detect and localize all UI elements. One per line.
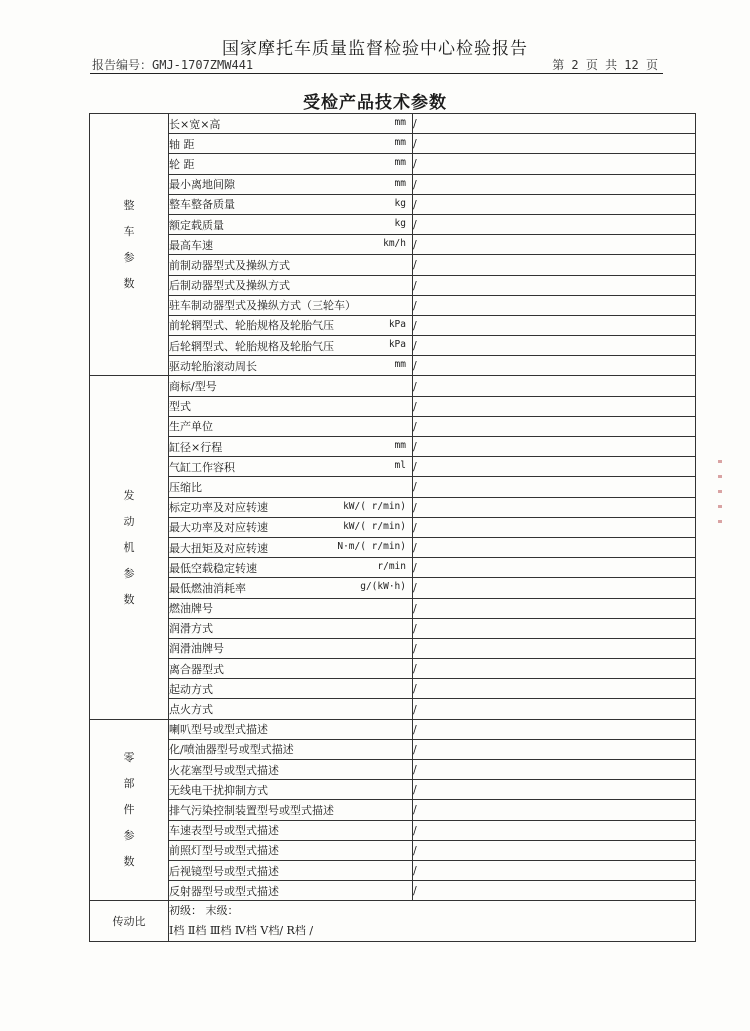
spec-item-cell: [169, 437, 413, 457]
spec-item-cell: [169, 497, 413, 517]
spec-value: /: [413, 497, 696, 517]
spec-item-cell: [169, 295, 413, 315]
spec-row: [90, 780, 696, 800]
spec-item-unit: mm: [394, 117, 406, 128]
spec-item-cell: [169, 699, 413, 719]
spec-item-cell: [169, 396, 413, 416]
spec-item-cell: [169, 214, 413, 234]
spec-row: [90, 800, 696, 820]
spec-value: /: [413, 598, 696, 618]
spec-value: /: [413, 699, 696, 719]
spec-item-label: 化/喷油器型号或型式描述: [169, 743, 294, 757]
spec-table: [89, 113, 696, 942]
spec-value: /: [413, 235, 696, 255]
spec-item-label: 排气污染控制装置型号或型式描述: [169, 803, 334, 817]
spec-row: [90, 860, 696, 880]
spec-value: /: [413, 659, 696, 679]
spec-row: [90, 174, 696, 194]
section-category: [90, 376, 169, 719]
spec-item-label: 点火方式: [169, 703, 213, 717]
spec-row: [90, 134, 696, 154]
spec-row: [90, 194, 696, 214]
spec-item-cell: [169, 558, 413, 578]
spec-item-unit: r/min: [377, 561, 406, 573]
section-category-label: 发动机参数: [123, 488, 135, 606]
spec-value: /: [413, 820, 696, 840]
spec-item-cell: [169, 860, 413, 880]
spec-item-cell: [169, 800, 413, 820]
spec-item-cell: [169, 477, 413, 497]
spec-item-label: 后制动器型式及操纵方式: [169, 279, 290, 293]
spec-value: /: [413, 315, 696, 335]
spec-value: /: [413, 618, 696, 638]
spec-row: [90, 336, 696, 356]
spec-item-cell: [169, 134, 413, 154]
spec-row: [90, 881, 696, 901]
spec-item-label: 前制动器型式及操纵方式: [169, 258, 290, 272]
spec-value: /: [413, 154, 696, 174]
spec-item-label: 商标/型号: [169, 380, 217, 394]
spec-row: [90, 457, 696, 477]
spec-item-cell: [169, 780, 413, 800]
spec-item-cell: [169, 618, 413, 638]
document-title: 受检产品技术参数: [303, 93, 447, 113]
spec-row: [90, 659, 696, 679]
spec-item-label: 驻车制动器型式及操纵方式（三轮车）: [169, 299, 356, 313]
spec-item-cell: [169, 739, 413, 759]
spec-item-cell: [169, 578, 413, 598]
spec-item-label: 最大功率及对应转速: [169, 521, 268, 535]
transmission-row: [90, 901, 696, 942]
spec-item-unit: kPa: [388, 318, 406, 330]
spec-row: [90, 618, 696, 638]
spec-item-label: 生产单位: [169, 420, 213, 434]
spec-item-cell: [169, 255, 413, 275]
report-number: 报告编号：GMJ-1707ZMW441: [92, 58, 254, 72]
spec-item-unit: mm: [394, 137, 406, 149]
spec-item-cell: [169, 719, 413, 739]
spec-value: /: [413, 739, 696, 759]
spec-value: /: [413, 558, 696, 578]
spec-item-cell: [169, 174, 413, 194]
spec-value: /: [413, 780, 696, 800]
spec-value: /: [413, 416, 696, 436]
spec-row: [90, 235, 696, 255]
spec-item-label: 前照灯型号或型式描述: [169, 844, 279, 858]
spec-row: [90, 699, 696, 719]
spec-item-label: 前轮辋型式、轮胎规格及轮胎气压: [169, 319, 334, 333]
spec-row: [90, 295, 696, 315]
spec-item-label: 润滑油牌号: [169, 642, 224, 656]
spec-item-label: 起动方式: [169, 682, 213, 696]
transmission-content: [169, 901, 696, 942]
spec-item-cell: [169, 598, 413, 618]
spec-table-body: [90, 114, 696, 901]
spec-value: /: [413, 679, 696, 699]
report-header-title: 国家摩托车质量监督检验中心检验报告: [222, 39, 528, 59]
spec-value: /: [413, 194, 696, 214]
spec-item-unit: mm: [394, 440, 406, 451]
spec-row: [90, 739, 696, 759]
spec-row: [90, 760, 696, 780]
spec-row: [90, 679, 696, 699]
spec-value: /: [413, 275, 696, 295]
spec-value: /: [413, 114, 696, 134]
spec-value: /: [413, 840, 696, 860]
spec-value: /: [413, 477, 696, 497]
spec-item-unit: N·m/( r/min): [337, 540, 406, 552]
spec-row: [90, 497, 696, 517]
spec-item-unit: mm: [394, 177, 406, 189]
spec-row: [90, 154, 696, 174]
spec-value: /: [413, 174, 696, 194]
spec-row: [90, 396, 696, 416]
spec-value: /: [413, 517, 696, 537]
spec-value: /: [413, 295, 696, 315]
spec-item-cell: [169, 336, 413, 356]
spec-item-label: 长×宽×高: [169, 117, 221, 131]
section-category-label: 整车参数: [123, 198, 135, 290]
spec-item-unit: mm: [394, 157, 406, 169]
spec-value: /: [413, 255, 696, 275]
spec-value: /: [413, 457, 696, 477]
spec-item-label: 轮 距: [169, 157, 195, 171]
spec-item-label: 最低空载稳定转速: [169, 561, 257, 575]
spec-item-cell: [169, 659, 413, 679]
transmission-ratio-line: 初级： 末级：: [169, 904, 239, 918]
spec-value: /: [413, 719, 696, 739]
spec-row: [90, 598, 696, 618]
spec-item-cell: [169, 275, 413, 295]
spec-row: [90, 820, 696, 840]
spec-item-label: 车速表型号或型式描述: [169, 824, 279, 838]
spec-row: [90, 315, 696, 335]
spec-value: /: [413, 638, 696, 658]
spec-value: /: [413, 336, 696, 356]
spec-value: /: [413, 356, 696, 376]
transmission-label: 传动比: [90, 901, 169, 942]
spec-item-cell: [169, 881, 413, 901]
spec-item-label: 压缩比: [169, 480, 202, 494]
page-indicator: 第 2 页 共 12 页: [552, 58, 658, 72]
spec-row: [90, 376, 696, 396]
spec-item-cell: [169, 820, 413, 840]
spec-item-label: 气缸工作容积: [169, 460, 235, 474]
spec-value: /: [413, 214, 696, 234]
spec-value: /: [413, 376, 696, 396]
spec-value: /: [413, 537, 696, 557]
spec-item-label: 火花塞型号或型式描述: [169, 763, 279, 777]
spec-item-label: 轴 距: [169, 137, 195, 151]
spec-item-label: 燃油牌号: [169, 602, 213, 616]
spec-item-cell: [169, 356, 413, 376]
spec-row: [90, 214, 696, 234]
spec-item-label: 整车整备质量: [169, 198, 235, 212]
spec-value: /: [413, 578, 696, 598]
spec-item-label: 润滑方式: [169, 622, 213, 636]
spec-item-label: 无线电干扰抑制方式: [169, 783, 268, 797]
spec-row: [90, 558, 696, 578]
header-divider: [90, 73, 663, 74]
spec-item-cell: [169, 114, 413, 134]
spec-item-label: 离合器型式: [169, 662, 224, 676]
spec-item-cell: [169, 679, 413, 699]
spec-item-unit: g/(kW·h): [360, 581, 406, 593]
spec-row: [90, 416, 696, 436]
spec-item-unit: ml: [394, 460, 406, 472]
spec-value: /: [413, 800, 696, 820]
spec-item-label: 后轮辋型式、轮胎规格及轮胎气压: [169, 339, 334, 353]
spec-item-label: 额定载质量: [169, 218, 224, 232]
spec-item-label: 最高车速: [169, 238, 213, 252]
spec-item-cell: [169, 416, 413, 436]
spec-item-cell: [169, 194, 413, 214]
spec-row: [90, 719, 696, 739]
spec-row: [90, 255, 696, 275]
spec-row: [90, 537, 696, 557]
spec-value: /: [413, 760, 696, 780]
spec-item-label: 缸径×行程: [169, 440, 223, 454]
spec-row: [90, 437, 696, 457]
spec-item-cell: [169, 235, 413, 255]
spec-row: [90, 638, 696, 658]
spec-item-label: 最小离地间隙: [169, 178, 235, 192]
spec-item-label: 反射器型号或型式描述: [169, 884, 279, 898]
spec-item-unit: kg: [394, 197, 406, 209]
transmission-gears-line: Ⅰ档 Ⅱ档 Ⅲ档 Ⅳ档 Ⅴ档/ R档 /: [169, 924, 314, 938]
spec-item-cell: [169, 315, 413, 335]
spec-item-cell: [169, 517, 413, 537]
spec-value: /: [413, 881, 696, 901]
spec-row: [90, 578, 696, 598]
section-category: [90, 114, 169, 376]
spec-value: /: [413, 860, 696, 880]
spec-item-unit: kW/( r/min): [343, 520, 406, 532]
spec-item-cell: [169, 537, 413, 557]
spec-item-cell: [169, 154, 413, 174]
margin-marks: [718, 460, 724, 560]
spec-item-unit: kg: [394, 217, 406, 229]
section-category-label: 零部件参数: [123, 750, 135, 868]
spec-item-label: 驱动轮胎滚动周长: [169, 359, 257, 373]
section-category: [90, 719, 169, 901]
spec-value: /: [413, 437, 696, 457]
spec-value: /: [413, 134, 696, 154]
spec-item-unit: kPa: [388, 339, 406, 351]
spec-item-unit: km/h: [383, 238, 406, 250]
spec-item-cell: [169, 840, 413, 860]
spec-value: /: [413, 396, 696, 416]
spec-item-unit: kW/( r/min): [343, 500, 406, 512]
spec-row: [90, 477, 696, 497]
spec-item-label: 型式: [169, 400, 191, 414]
spec-item-cell: [169, 760, 413, 780]
spec-item-label: 最大扭矩及对应转速: [169, 541, 268, 555]
spec-item-cell: [169, 376, 413, 396]
spec-row: [90, 275, 696, 295]
spec-item-label: 最低燃油消耗率: [169, 581, 246, 595]
spec-row: [90, 840, 696, 860]
spec-row: [90, 517, 696, 537]
spec-item-label: 喇叭型号或型式描述: [169, 723, 268, 737]
spec-item-label: 后视镜型号或型式描述: [169, 864, 279, 878]
spec-item-unit: mm: [394, 359, 406, 371]
spec-item-cell: [169, 457, 413, 477]
spec-row: [90, 114, 696, 134]
spec-item-cell: [169, 638, 413, 658]
spec-item-label: 标定功率及对应转速: [169, 501, 268, 515]
spec-row: [90, 356, 696, 376]
